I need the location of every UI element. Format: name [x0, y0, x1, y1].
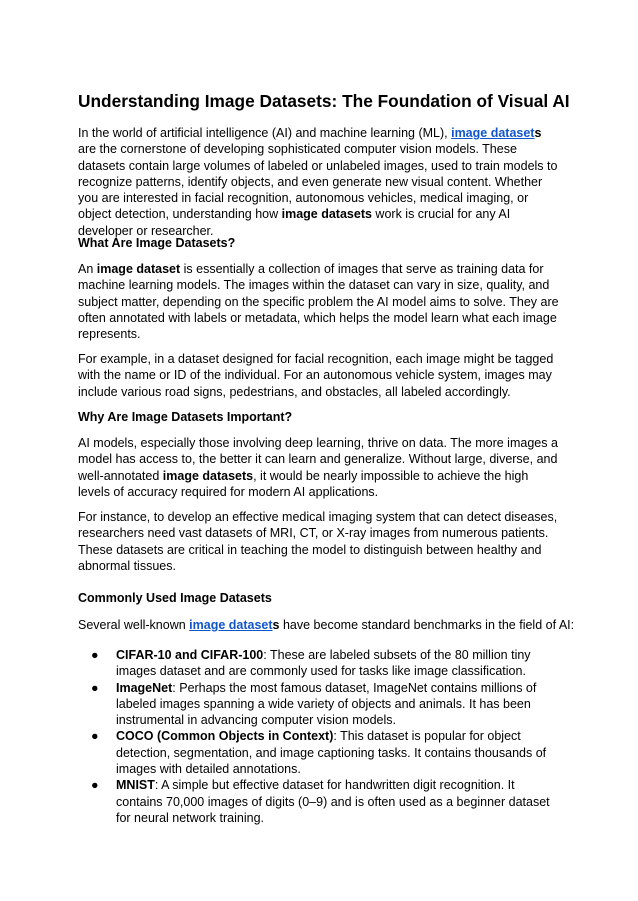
intro-link-suffix: s: [534, 126, 542, 140]
bullet-dot-icon: ●: [91, 648, 99, 662]
section1-paragraph-1: [78, 261, 562, 342]
intro-text-middle: are the cornerstone of developing sophisticated computer vision models. These datasets contain large volumes of labeled or unlabeled images, used to train models to recognize patterns, identify objects, and even generate new visual content. Whether you are interested in facial recognition, autonomous vehicles, medical imaging, or object detection, understanding how: [78, 142, 558, 222]
list-item-cifar: [0, 647, 562, 680]
section-heading-why-important: Why Are Image Datasets Important?: [78, 410, 293, 424]
section3-link-suffix: s: [272, 618, 280, 632]
image-dataset-link-2[interactable]: image dataset: [189, 618, 273, 632]
section2-paragraph-1: [78, 435, 562, 500]
section1-p1-bold: image dataset: [96, 262, 181, 276]
list-item-imagenet: [0, 680, 562, 729]
bullet-name: CIFAR-10 and CIFAR-100: [116, 648, 264, 662]
bullet-dot-icon: ●: [91, 778, 99, 793]
dataset-bullet-list: [0, 647, 638, 826]
bullet-name: ImageNet: [116, 680, 173, 695]
section3-intro: [78, 617, 575, 633]
section3-intro-start: Several well-known: [78, 618, 190, 632]
intro-bold-term: image datasets: [281, 207, 372, 222]
bullet-name: COCO (Common Objects in Context): [116, 729, 334, 744]
image-dataset-link[interactable]: image dataset: [451, 126, 535, 140]
section-heading-common-datasets: Commonly Used Image Datasets: [78, 591, 272, 605]
bullet-text: : These are labeled subsets of the 80 million tiny images dataset and are commonly used for tasks like image classification.: [116, 648, 531, 679]
intro-text-end: work is crucial for any AI developer or researcher.: [78, 207, 511, 238]
list-item-mnist: [0, 777, 562, 826]
bullet-dot-icon: ●: [91, 729, 99, 744]
intro-text-start: In the world of artificial intelligence (AI) and machine learning (ML),: [78, 126, 452, 140]
section1-paragraph-2: For example, in a dataset designed for facial recognition, each image might be tagged with the name or ID of the individual. For an autonomous vehicle system, images may include various road signs, pedestrians, and obstacles, all labeled accordingly.: [78, 352, 554, 399]
intro-paragraph: [78, 125, 562, 239]
section2-p1-start: AI models, especially those involving deep learning, thrive on data. The more images a model has access to, the better it can learn and generalize. Without large, diverse, and well-annotated: [78, 436, 558, 483]
list-item-coco: [0, 728, 562, 777]
section2-p1-bold: image datasets: [162, 468, 254, 483]
section1-p1-end: is essentially a collection of images that serve as training data for machine learning models. The images within the dataset can vary in size, quality, and subject matter, depending on the specific problem the AI model aims to solve. They are often annotated with labels or metadata, which helps the model learn what each image represents.: [78, 262, 559, 342]
bullet-text: : Perhaps the most famous dataset, ImageNet contains millions of labeled images spanning a wide variety of objects and animals. It has been instrumental in advancing computer vision models.: [116, 680, 537, 728]
section3-intro-end: have become standard benchmarks in the field of AI:: [279, 618, 575, 632]
bullet-text: : This dataset is popular for object detection, segmentation, and image captioning tasks. It contains thousands of images with detailed annotations.: [116, 729, 547, 777]
document-title: Understanding Image Datasets: The Foundation of Visual AI: [78, 91, 570, 111]
section1-p1-start: An: [78, 262, 97, 276]
section2-paragraph-2: For instance, to develop an effective medical imaging system that can detect diseases, researchers need vast datasets of MRI, CT, or X-ray images from numerous patients. These datasets are critical in teaching the model to distinguish between healthy and abnormal tissues.: [78, 510, 558, 573]
bullet-text: : A simple but effective dataset for handwritten digit recognition. It contains 70,000 images of digits (0–9) and is often used as a beginner dataset for neural network training.: [116, 778, 550, 825]
section2-p1-end: , it would be nearly impossible to achieve the high levels of accuracy required for modern AI applications.: [78, 468, 529, 499]
bullet-name: MNIST: [116, 778, 155, 793]
section-heading-what-are: What Are Image Datasets?: [78, 236, 236, 250]
bullet-dot-icon: ●: [91, 680, 99, 695]
